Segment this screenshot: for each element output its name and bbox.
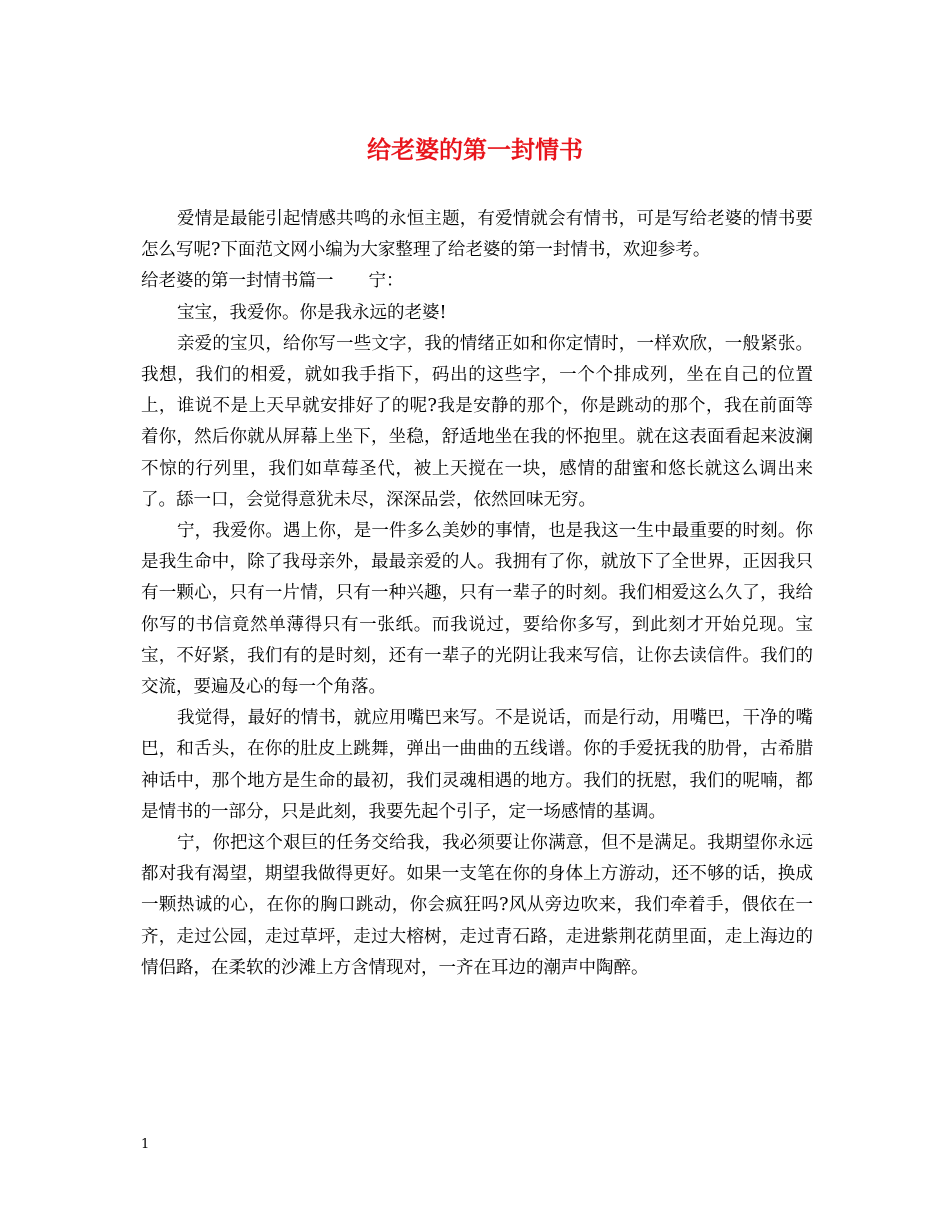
page-title: 给老婆的第一封情书 [367, 135, 583, 164]
greeting-paragraph: 宝宝，我爱你。你是我永远的老婆! [177, 302, 447, 323]
body-paragraph: 亲爱的宝贝，给你写一些文字，我的情绪正如和你定情时，一样欢欣，一般紧张。我想，我们的相爱，就如我手指下，码出的这些字，一个个排成列，坐在自己的位置上，谁说不是上天早就安排好了的呢?我是安静的那个，你是跳动的那个，我在前面等着你，然后你就从屏幕上坐下，坐稳，舒适地坐在我的怀抱里。就在这表面看起来波澜不惊的行列里，我们如草莓圣代，被上天搅在一块，感情的甜蜜和悠长就这么调出来了。舔一口，会觉得意犹未尽，深深品尝，依然回味无穷。 [141, 333, 813, 510]
body-paragraph: 我觉得，最好的情书，就应用嘴巴来写。不是说话，而是行动，用嘴巴，干净的嘴巴，和舌头，在你的肚皮上跳舞，弹出一曲曲的五线谱。你的手爱抚我的肋骨，古希腊神话中，那个地方是生命的最初，我们灵魂相遇的地方。我们的抚慰，我们的呢喃，都是情书的一部分，只是此刻，我要先起个引子，定一场感情的基调。 [141, 708, 813, 822]
document-body [141, 204, 813, 984]
body-paragraph: 宁，我爱你。遇上你，是一件多么美妙的事情，也是我这一生中最重要的时刻。你是我生命中，除了我母亲外，最最亲爱的人。我拥有了你，就放下了全世界，正因我只有一颗心，只有一片情，只有一种兴趣，只有一辈子的时刻。我们相爱这么久了，我给你写的书信竟然单薄得只有一张纸。而我说过，要给你多写，到此刻才开始兑现。宝宝，不好紧，我们有的是时刻，还有一辈子的光阴让我来写信，让你去读信件。我们的交流，要遍及心的每一个角落。 [141, 521, 813, 698]
intro-paragraph: 爱情是最能引起情感共鸣的永恒主题，有爱情就会有情书，可是写给老婆的情书要怎么写呢?下面范文网小编为大家整理了给老婆的第一封情书，欢迎参考。 [141, 209, 813, 261]
body-paragraph: 宁，你把这个艰巨的任务交给我，我必须要让你满意，但不是满足。我期望你永远都对我有渴望，期望我做得更好。如果一支笔在你的身体上方游动，还不够的话，换成一颗热诚的心，在你的胸口跳动，你会疯狂吗?风从旁边吹来，我们牵着手，偎依在一齐，走过公园，走过草坪，走过大榕树，走过青石路，走进紫荆花荫里面，走上海边的情侣路，在柔软的沙滩上方含情现对，一齐在耳边的潮声中陶醉。 [141, 833, 813, 978]
page-number: 1 [141, 1137, 150, 1152]
section-heading: 给老婆的第一封情书篇一 宁： [141, 271, 404, 292]
